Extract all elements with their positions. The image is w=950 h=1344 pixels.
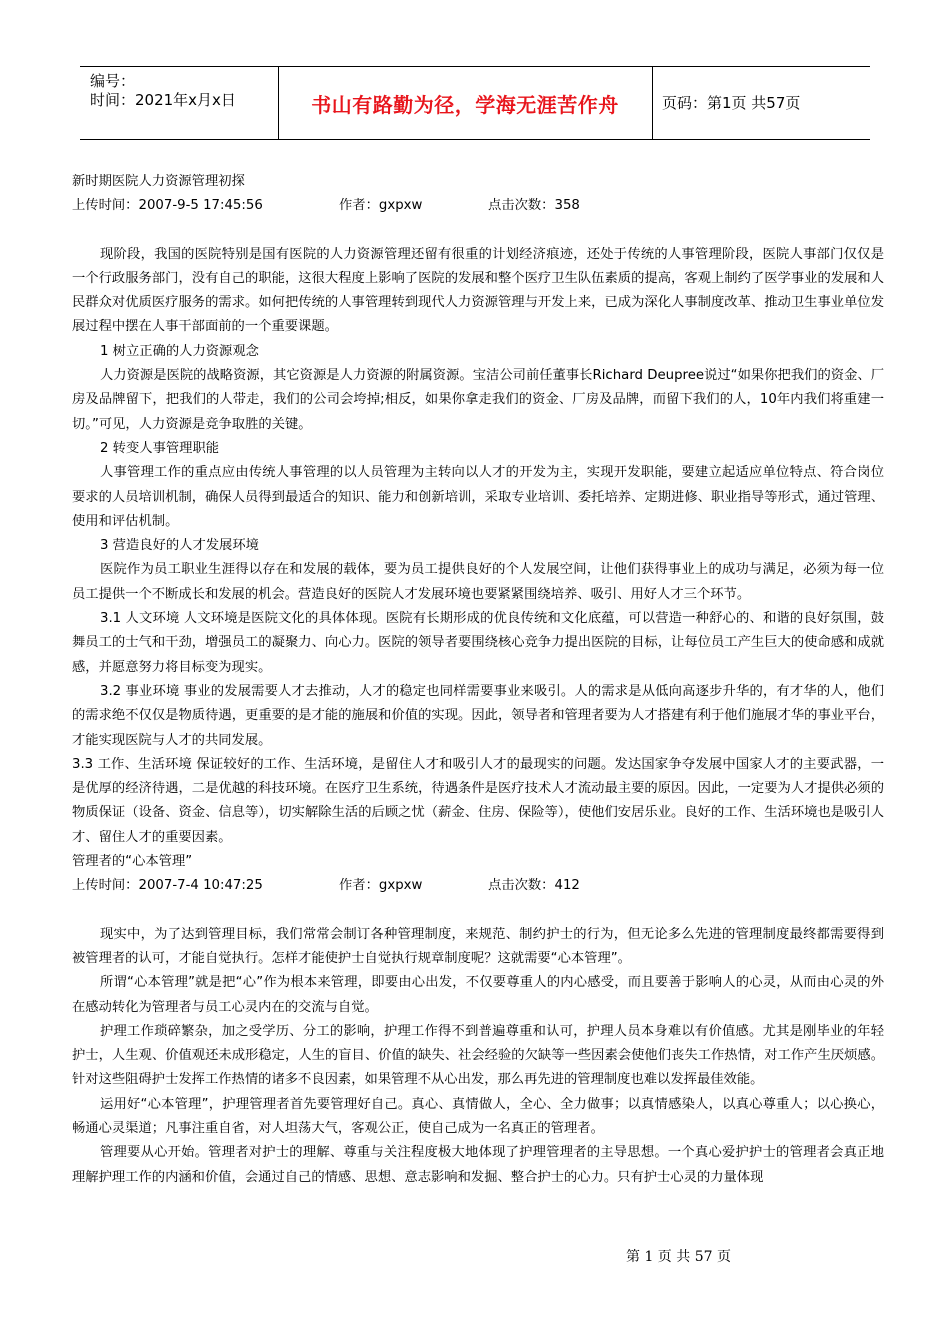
document-body [72, 170, 884, 1190]
paragraph: 3.3 工作、生活环境 保证较好的工作、生活环境，是留住人才和吸引人才的最现实的问题。发达国家争夺发展中国家人才的主要武器，一是优厚的经济待遇，二是优越的科技环境。在医疗卫生系统，待遇条件是医疗技术人才流动最主要的原因。因此，一定要为人才提供必须的物质保证（设备、资金、信息等），切实解除生活的后顾之忧（薪金、住房、保险等），使他们安居乐业。良好的工作、生活环境也是吸引人才、留住人才的重要因素。 [72, 756, 884, 845]
paragraph: 护理工作琐碎繁杂，加之受学历、分工的影响，护理工作得不到普遍尊重和认可，护理人员本身难以有价值感。尤其是刚毕业的年轻护士，人生观、价值观还未成形稳定，人生的盲目、价值的缺失、社会经验的欠缺等一些因素会使他们丧失工作热情，对工作产生厌烦感。针对这些阻碍护士发挥工作热情的诸多不良因素，如果管理不从心出发，那么再先进的管理制度也难以发挥最佳效能。 [72, 1023, 884, 1088]
paragraph: 医院作为员工职业生涯得以存在和发展的载体，要为员工提供良好的个人发展空间，让他们获得事业上的成功与满足，必须为每一位员工提供一个不断成长和发展的机会。营造良好的医院人才发展环境也要紧紧围绕培养、吸引、用好人才三个环节。 [72, 562, 884, 602]
section-heading: 3 营造良好的人才发展环境 [100, 538, 259, 554]
header-motto-cell [278, 67, 653, 139]
paragraph: 现阶段，我国的医院特别是国有医院的人力资源管理还留有很重的计划经济痕迹，还处于传统的人事管理阶段，医院人事部门仅仅是一个行政服务部门，没有自己的职能，这很大程度上影响了医院的发展和整个医疗卫生队伍素质的提高，客观上制约了医学事业的发展和人民群众对优质医疗服务的需求。如何把传统的人事管理转到现代人力资源管理与开发上来，已成为深化人事制度改革、推动卫生事业单位发展过程中摆在人事干部面前的一个重要课题。 [72, 246, 884, 335]
header-info-cell [80, 67, 279, 139]
paragraph: 3.2 事业环境 事业的发展需要人才去推动，人才的稳定也同样需要事业来吸引。人的需求是从低向高逐步升华的，有才华的人，他们的需求绝不仅仅是物质待遇，更重要的是才能的施展和价值的实现。因此，领导者和管理者要为人才搭建有利于他们施展才华的事业平台，才能实现医院与人才的共同发展。 [72, 683, 884, 748]
paragraph: 现实中，为了达到管理目标，我们常常会制订各种管理制度，来规范、制约护士的行为，但无论多么先进的管理制度最终都需要得到被管理者的认可，才能自觉执行。怎样才能使护士自觉执行规章制度呢？这就需要“心本管理”。 [72, 926, 884, 966]
article-title: 管理者的“心本管理” [72, 854, 193, 870]
document-time-label: 时间：2021年x月x日 [90, 91, 236, 109]
author: 作者：gxpxw [339, 198, 423, 214]
click-count: 点击次数：412 [488, 878, 580, 894]
paragraph: 3.1 人文环境 人文环境是医院文化的具体体现。医院有长期形成的优良传统和文化底蕴，可以营造一种舒心的、和谐的良好氛围，鼓舞员工的士气和干劲，增强员工的凝聚力、向心力。医院的领导者要围绕核心竞争力提出医院的目标，让每位员工产生巨大的使命感和成就感，并愿意努力将目标变为现实。 [72, 611, 884, 675]
article-meta [72, 874, 884, 898]
header-page-number: 页码：第1页 共57页 [662, 94, 801, 112]
paragraph: 所谓“心本管理”就是把“心”作为根本来管理，即要由心出发，不仅要尊重人的内心感受，而且要善于影响人的心灵，从而由心灵的外在感动转化为管理者与员工心灵内在的交流与自觉。 [72, 975, 884, 1015]
document-number-label: 编号： [90, 72, 136, 90]
paragraph: 人力资源是医院的战略资源，其它资源是人力资源的附属资源。宝洁公司前任董事长Richard Deupree说过“如果你把我们的资金、厂房及品牌留下，把我们的人带走，我们的公司会垮掉;相反，如果你拿走我们的资金、厂房及品牌，而留下我们的人，10年内我们将重建一切。”可见，人力资源是竞争取胜的关键。 [72, 368, 884, 432]
header-page-cell [652, 67, 870, 139]
article-title: 新时期医院人力资源管理初探 [72, 174, 245, 189]
paragraph: 运用好“心本管理”，护理管理者首先要管理好自己。真心、真情做人，全心、全力做事；以真情感染人，以真心尊重人；以心换心，畅通心灵渠道；凡事注重自省，对人坦荡大气，客观公正，使自己成为一名真正的管理者。 [72, 1096, 884, 1136]
paragraph: 管理要从心开始。管理者对护士的理解、尊重与关注程度极大地体现了护理管理者的主导思想。一个真心爱护护士的管理者会真正地理解护理工作的内涵和价值，会通过自己的情感、思想、意志影响和发掘、整合护士的心力。只有护士心灵的力量体现 [72, 1145, 884, 1185]
article-meta [72, 194, 884, 218]
header-motto: 书山有路勤为径，学海无涯苦作舟 [311, 93, 619, 117]
section-heading: 1 树立正确的人力资源观念 [100, 343, 259, 359]
author: 作者：gxpxw [339, 878, 423, 894]
page-header [80, 66, 870, 140]
upload-time: 上传时间：2007-7-4 10:47:25 [72, 878, 263, 894]
paragraph: 人事管理工作的重点应由传统人事管理的以人员管理为主转向以人才的开发为主，实现开发职能，要建立起适应单位特点、符合岗位要求的人员培训机制，确保人员得到最适合的知识、能力和创新培训，采取专业培训、委托培养、定期进修、职业指导等形式，通过管理、使用和评估机制。 [72, 465, 884, 529]
section-heading: 2 转变人事管理职能 [100, 440, 220, 456]
page-footer: 第 1 页 共 57 页 [626, 1249, 731, 1265]
click-count: 点击次数：358 [488, 198, 580, 214]
upload-time: 上传时间：2007-9-5 17:45:56 [72, 198, 263, 214]
